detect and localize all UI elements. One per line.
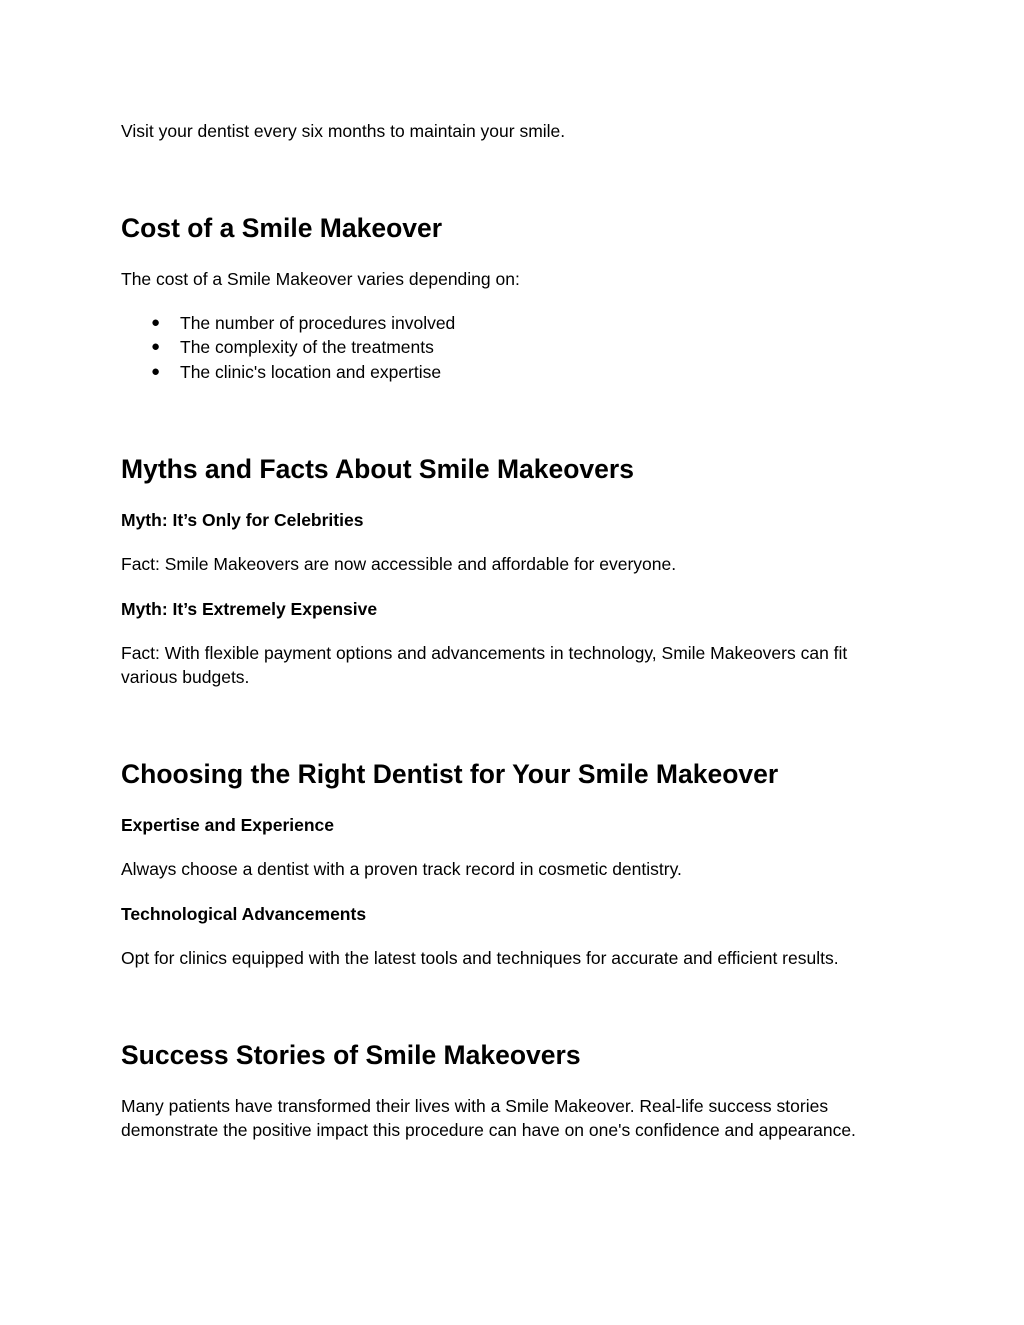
choosing-heading: Choosing the Right Dentist for Your Smile Makeover: [121, 759, 779, 789]
list-item: [121, 360, 455, 384]
list-item-text: The clinic's location and expertise: [180, 361, 442, 382]
myths-heading: Myths and Facts About Smile Makeovers: [121, 454, 634, 484]
expertise-paragraph: Always choose a dentist with a proven track record in cosmetic dentistry.: [121, 859, 682, 879]
bullet-icon: ●: [151, 338, 161, 356]
myth-1-title: Myth: It’s Only for Celebrities: [121, 510, 364, 530]
intro-paragraph: Visit your dentist every six months to maintain your smile.: [121, 121, 566, 141]
fact-2-paragraph: Fact: With flexible payment options and advancements in technology, Smile Makeovers can fit various budgets.: [121, 643, 848, 687]
technology-title: Technological Advancements: [121, 904, 367, 924]
cost-intro-paragraph: The cost of a Smile Makeover varies depending on:: [121, 269, 520, 289]
list-item-text: The complexity of the treatments: [180, 337, 434, 358]
expertise-title: Expertise and Experience: [121, 815, 335, 835]
technology-paragraph: Opt for clinics equipped with the latest tools and techniques for accurate and efficient results.: [121, 948, 839, 968]
success-heading: Success Stories of Smile Makeovers: [121, 1040, 581, 1070]
list-item: [121, 311, 455, 335]
success-paragraph: Many patients have transformed their lives with a Smile Makeover. Real-life success stories demonstrate the positive impact this procedure can have on one's confidence and appearance.: [121, 1096, 856, 1140]
list-item: [121, 335, 455, 359]
list-item-text: The number of procedures involved: [180, 313, 456, 333]
myth-2-title: Myth: It’s Extremely Expensive: [121, 599, 378, 619]
cost-heading: Cost of a Smile Makeover: [121, 213, 443, 243]
cost-factors-list: [121, 311, 455, 384]
fact-1-paragraph: Fact: Smile Makeovers are now accessible and affordable for everyone.: [121, 554, 677, 574]
bullet-icon: ●: [151, 362, 161, 380]
bullet-icon: ●: [151, 314, 161, 331]
